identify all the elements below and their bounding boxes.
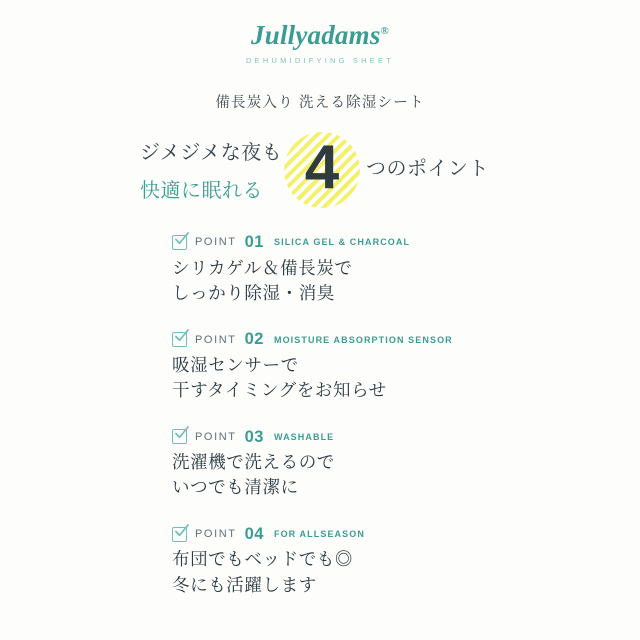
point-label: POINT xyxy=(195,333,237,346)
point-number: 01 xyxy=(244,233,264,251)
headline-inner xyxy=(140,132,500,210)
point-header xyxy=(172,429,610,446)
checkbox-checked-icon xyxy=(172,235,187,250)
headline-suffix: つのポイント xyxy=(366,158,489,180)
point-body xyxy=(172,450,610,501)
point-english-label: WASHABLE xyxy=(273,431,335,442)
list-item xyxy=(172,234,610,306)
point-body-line1: 洗濯機で洗えるので xyxy=(172,452,335,472)
point-body-line1: シリカゲル＆備長炭で xyxy=(172,257,353,278)
point-body xyxy=(172,353,610,404)
point-number: 02 xyxy=(244,330,264,349)
headline-line1: ジメジメな夜も xyxy=(140,142,283,164)
point-english-label: SILICA GEL & CHARCOAL xyxy=(273,237,411,248)
point-count-badge xyxy=(284,132,360,208)
headline-line2: 快適に眠れる xyxy=(140,180,263,202)
brand-name-text: Jullyadams xyxy=(251,20,381,50)
badge-number: 4 xyxy=(304,133,340,202)
point-header xyxy=(172,526,610,543)
point-number: 04 xyxy=(244,524,264,543)
point-label: POINT xyxy=(195,528,237,540)
headline-block xyxy=(0,132,640,210)
brand-name xyxy=(0,22,640,49)
checkbox-checked-icon xyxy=(172,429,187,444)
list-item xyxy=(172,526,610,598)
point-body-line1: 布団でもベッドでも◎ xyxy=(172,549,353,570)
checkbox-checked-icon xyxy=(172,332,187,347)
point-label: POINT xyxy=(195,430,237,443)
point-body-line2: いつでも清潔に xyxy=(172,477,299,498)
point-number: 03 xyxy=(244,427,264,446)
checkbox-checked-icon xyxy=(172,527,187,542)
point-header xyxy=(172,331,610,348)
brand-tagline: DEHUMIDIFYING SHEET xyxy=(246,56,394,65)
registered-mark: ® xyxy=(380,25,389,37)
point-label: POINT xyxy=(195,236,237,249)
list-item xyxy=(172,331,610,403)
point-header xyxy=(172,234,610,251)
headline-left-text xyxy=(140,136,283,203)
product-subtitle: 備長炭入り 洗える除湿シート xyxy=(215,95,425,111)
point-body xyxy=(172,547,610,598)
point-body-line1: 吸湿センサーで xyxy=(172,354,299,375)
point-english-label: FOR ALLSEASON xyxy=(273,529,365,539)
point-body-line2: 干すタイミングをお知らせ xyxy=(172,380,387,401)
point-body-line2: 冬にも活躍します xyxy=(172,574,317,595)
points-list xyxy=(0,234,640,598)
point-body-line2: しっかり除湿・消臭 xyxy=(172,282,335,303)
point-body xyxy=(172,256,610,307)
brand-header xyxy=(0,0,640,65)
point-english-label: MOISTURE ABSORPTION SENSOR xyxy=(273,334,453,345)
list-item xyxy=(172,429,610,501)
